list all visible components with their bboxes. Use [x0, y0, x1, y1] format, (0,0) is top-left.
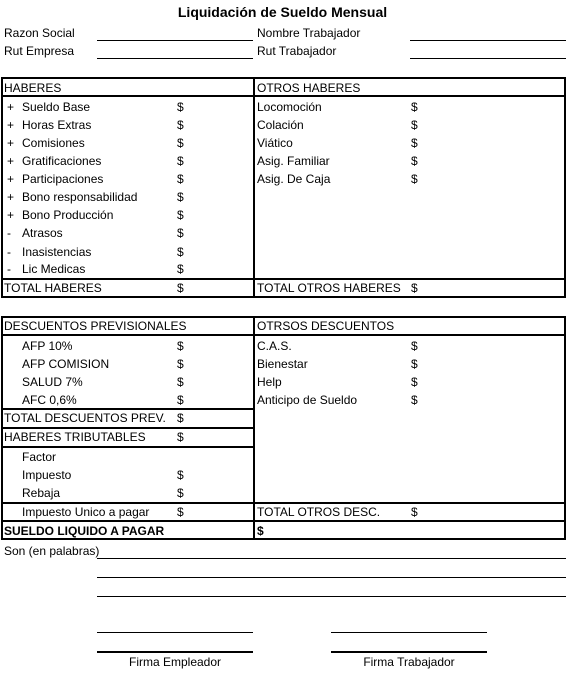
rut-empresa-label: Rut Empresa [4, 44, 75, 58]
currency-symbol: $ [177, 486, 184, 500]
divider [1, 520, 566, 522]
divider [1, 334, 566, 336]
otro-descuento-item-label: Help [257, 375, 282, 389]
haberes-title: HABERES [4, 81, 62, 95]
currency-symbol: $ [411, 339, 418, 353]
currency-symbol: $ [177, 357, 184, 371]
currency-symbol: $ [177, 136, 184, 150]
divider [1, 95, 566, 97]
currency-symbol: $ [177, 226, 184, 240]
currency-symbol: $ [177, 208, 184, 222]
currency-symbol: $ [177, 100, 184, 114]
currency-symbol: $ [177, 281, 184, 295]
divider [1, 427, 254, 429]
currency-symbol: $ [177, 411, 184, 425]
sign: - [7, 245, 11, 259]
descuento-item-label: SALUD 7% [22, 375, 83, 389]
sign: + [7, 136, 15, 150]
otros-haberes-title: OTROS HABERES [257, 81, 361, 95]
nombre-trabajador-label: Nombre Trabajador [257, 26, 361, 40]
currency-symbol: $ [177, 505, 184, 519]
currency-symbol: $ [411, 100, 418, 114]
haberes-item-label: Lic Medicas [22, 262, 86, 276]
total-descuentos-prev-label: TOTAL DESCUENTOS PREV. [4, 411, 166, 425]
descuento-item-label: AFC 0,6% [22, 393, 77, 407]
currency-symbol: $ [411, 172, 418, 186]
sign: - [7, 226, 11, 240]
factor-label: Factor [22, 450, 57, 464]
sign: + [7, 208, 15, 222]
divider [1, 408, 254, 410]
currency-symbol: $ [177, 393, 184, 407]
razon-social-field[interactable] [97, 40, 253, 41]
sign: + [7, 154, 15, 168]
divider [1, 278, 566, 280]
son-en-palabras-line[interactable] [97, 558, 566, 559]
sign: + [7, 118, 15, 132]
haberes-item-label: Sueldo Base [22, 100, 91, 114]
otros-haberes-item-label: Asig. De Caja [257, 172, 331, 186]
currency-symbol: $ [177, 375, 184, 389]
nombre-trabajador-field[interactable] [410, 40, 566, 41]
haberes-item-label: Inasistencias [22, 245, 92, 259]
currency-symbol: $ [411, 118, 418, 132]
currency-symbol: $ [411, 154, 418, 168]
currency-symbol: $ [177, 154, 184, 168]
currency-symbol: $ [411, 357, 418, 371]
son-en-palabras-label: Son (en palabras) [4, 544, 100, 558]
divider [1, 446, 254, 448]
sign: + [7, 100, 15, 114]
haberes-item-label: Horas Extras [22, 118, 92, 132]
descuento-item-label: AFP COMISION [22, 357, 110, 371]
otros-haberes-item-label: Locomoción [257, 100, 322, 114]
currency-symbol: $ [177, 430, 184, 444]
firma-trabajador-label: Firma Trabajador [363, 655, 455, 669]
haberes-item-label: Bono Producción [22, 208, 114, 222]
currency-symbol: $ [177, 339, 184, 353]
sign: + [7, 172, 15, 186]
signature-line [97, 632, 253, 633]
otros-descuentos-title: OTRSOS DESCUENTOS [257, 319, 395, 333]
otros-haberes-item-label: Asig. Familiar [257, 154, 330, 168]
rut-trabajador-field[interactable] [410, 58, 566, 59]
total-otros-haberes-label: TOTAL OTROS HABERES [257, 281, 401, 295]
firma-empleador-label: Firma Empleador [128, 655, 222, 669]
sign: + [7, 190, 15, 204]
firma-trabajador-line[interactable] [331, 651, 487, 653]
otros-haberes-item-label: Colación [257, 118, 304, 132]
sueldo-liquido-label: SUELDO LIQUIDO A PAGAR [4, 524, 165, 538]
otros-haberes-item-label: Viático [257, 136, 293, 150]
total-haberes-label: TOTAL HABERES [4, 281, 102, 295]
firma-empleador-line[interactable] [97, 651, 253, 653]
currency-symbol: $ [411, 136, 418, 150]
currency-symbol: $ [411, 393, 418, 407]
currency-symbol: $ [177, 118, 184, 132]
rebaja-label: Rebaja [22, 486, 61, 500]
rut-empresa-field[interactable] [97, 58, 253, 59]
otro-descuento-item-label: C.A.S. [257, 339, 292, 353]
currency-symbol: $ [177, 172, 184, 186]
signature-line [331, 632, 487, 633]
currency-symbol: $ [411, 281, 418, 295]
currency-symbol: $ [177, 262, 184, 276]
otro-descuento-item-label: Bienestar [257, 357, 308, 371]
descuentos-previsionales-title: DESCUENTOS PREVISIONALES [4, 319, 187, 333]
document-title: Liquidación de Sueldo Mensual [177, 4, 388, 20]
razon-social-label: Razon Social [4, 26, 75, 40]
haberes-item-label: Bono responsabilidad [22, 190, 138, 204]
haberes-item-label: Atrasos [22, 226, 63, 240]
haberes-item-label: Comisiones [22, 136, 85, 150]
impuesto-label: Impuesto [22, 468, 72, 482]
currency-symbol: $ [177, 468, 184, 482]
rut-trabajador-label: Rut Trabajador [257, 44, 337, 58]
haberes-item-label: Participaciones [22, 172, 104, 186]
haberes-tributables-label: HABERES TRIBUTABLES [4, 430, 146, 444]
son-en-palabras-line[interactable] [97, 577, 566, 578]
divider [1, 502, 566, 504]
currency-symbol: $ [411, 505, 418, 519]
currency-symbol: $ [177, 245, 184, 259]
otro-descuento-item-label: Anticipo de Sueldo [257, 393, 358, 407]
currency-symbol: $ [177, 190, 184, 204]
descuento-item-label: AFP 10% [22, 339, 73, 353]
haberes-item-label: Gratificaciones [22, 154, 102, 168]
total-otros-desc-label: TOTAL OTROS DESC. [257, 505, 381, 519]
currency-symbol: $ [257, 524, 264, 538]
son-en-palabras-line[interactable] [97, 596, 566, 597]
impuesto-unico-label: Impuesto Unico a pagar [22, 505, 150, 519]
sign: - [7, 262, 11, 276]
currency-symbol: $ [411, 375, 418, 389]
divider [253, 77, 255, 298]
